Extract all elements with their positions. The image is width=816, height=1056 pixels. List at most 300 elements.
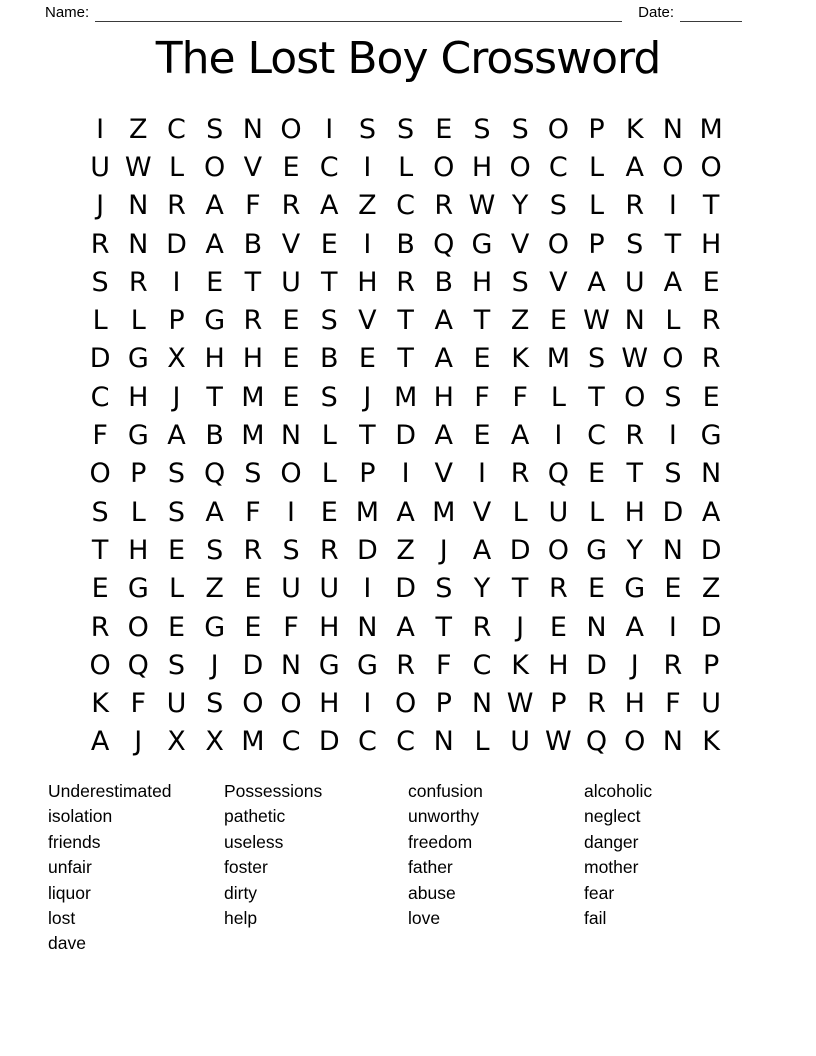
grid-letter: N	[357, 611, 378, 643]
grid-letter: E	[549, 305, 567, 337]
grid-letter: O	[242, 688, 264, 720]
grid-letter: N	[700, 458, 722, 490]
grid-letter: S	[511, 113, 529, 145]
word-search-grid	[81, 110, 730, 761]
grid-letter: N	[128, 228, 149, 260]
grid-letter: R	[587, 688, 606, 720]
grid-letter: P	[168, 305, 185, 337]
grid-letter: C	[587, 420, 606, 452]
grid-letter: S	[282, 534, 300, 566]
grid-letter: W	[583, 305, 610, 337]
grid-letter: L	[321, 458, 337, 490]
grid-letter: F	[665, 688, 681, 720]
word-list-item: confusion	[408, 781, 483, 801]
grid-letter: W	[621, 343, 649, 375]
grid-letter: I	[668, 420, 677, 452]
name-label: Name:	[45, 4, 90, 21]
grid-letter: O	[433, 151, 455, 183]
grid-letter: A	[472, 534, 492, 566]
grid-letter: U	[319, 573, 340, 605]
grid-letter: P	[702, 649, 720, 681]
grid-letter: V	[243, 151, 263, 183]
grid-letter: S	[358, 113, 376, 145]
grid-letter: B	[434, 266, 454, 298]
grid-letter: I	[554, 420, 563, 452]
grid-letter: E	[435, 113, 453, 145]
grid-letter: D	[395, 573, 416, 605]
grid-letter: V	[358, 305, 377, 337]
grid-letter: E	[282, 343, 300, 375]
grid-letter: S	[587, 343, 606, 375]
grid-letter: F	[245, 496, 261, 528]
grid-letter: E	[549, 611, 567, 643]
grid-letter: N	[662, 113, 683, 145]
grid-letter: S	[206, 534, 224, 566]
grid-letter: N	[662, 534, 683, 566]
grid-letter: H	[319, 611, 340, 643]
grid-letter: A	[90, 726, 110, 758]
word-list-column-3	[408, 779, 483, 931]
word-list-item: friends	[48, 831, 101, 852]
grid-letter: V	[472, 496, 492, 528]
grid-letter: C	[90, 381, 110, 413]
grid-letter: A	[510, 420, 530, 452]
grid-letter: R	[396, 266, 415, 298]
grid-letter: F	[130, 688, 147, 720]
word-list-item: Underestimated	[48, 781, 172, 801]
grid-letter: T	[244, 266, 262, 298]
grid-letter: N	[280, 420, 302, 452]
grid-letter: J	[439, 534, 448, 566]
grid-letter: U	[281, 266, 301, 298]
name-blank-line	[95, 5, 622, 22]
grid-letter: C	[281, 726, 301, 758]
grid-letter: R	[548, 573, 568, 605]
word-list-item: foster	[224, 857, 268, 878]
grid-letter: R	[625, 190, 645, 222]
grid-letter: T	[511, 573, 529, 605]
grid-letter: M	[393, 381, 418, 413]
grid-letter: E	[473, 420, 491, 452]
grid-letter: R	[319, 534, 339, 566]
grid-letter: A	[701, 496, 721, 528]
grid-letter: I	[325, 113, 334, 145]
grid-letter: O	[394, 688, 417, 720]
grid-letter: B	[396, 228, 415, 260]
grid-letter: C	[396, 726, 416, 758]
grid-letter: U	[701, 688, 721, 720]
grid-letter: D	[700, 534, 722, 566]
grid-letter: G	[624, 573, 646, 605]
grid-letter: S	[320, 381, 338, 413]
grid-letter: X	[205, 726, 224, 758]
grid-letter: D	[700, 611, 722, 643]
grid-letter: T	[626, 458, 643, 490]
grid-letter: I	[363, 151, 372, 183]
grid-letter: C	[396, 190, 416, 222]
grid-letter: A	[205, 228, 224, 260]
grid-letter: N	[586, 611, 607, 643]
grid-letter: R	[128, 266, 148, 298]
grid-letter: I	[477, 458, 486, 490]
grid-letter: K	[702, 726, 720, 758]
grid-letter: I	[287, 496, 296, 528]
grid-letter: S	[91, 266, 109, 298]
grid-letter: Z	[701, 573, 721, 605]
grid-letter: R	[701, 343, 721, 375]
word-list-item: danger	[584, 831, 639, 852]
grid-letter: S	[511, 266, 529, 298]
grid-letter: L	[168, 151, 184, 183]
grid-letter: O	[280, 458, 302, 490]
grid-letter: R	[243, 305, 263, 337]
grid-letter: O	[89, 458, 111, 490]
word-list-item: mother	[584, 857, 639, 878]
grid-letter: P	[130, 458, 147, 490]
grid-letter: L	[589, 190, 605, 222]
grid-letter: E	[702, 266, 720, 298]
grid-letter: D	[357, 534, 378, 566]
grid-letter: S	[206, 688, 224, 720]
grid-letter: S	[244, 458, 262, 490]
grid-letter: I	[363, 228, 372, 260]
grid-letter: S	[167, 458, 186, 490]
grid-letter: Q	[433, 228, 455, 260]
grid-letter: F	[245, 190, 261, 222]
grid-letter: Q	[127, 649, 149, 681]
grid-letter: H	[128, 534, 149, 566]
grid-letter: E	[206, 266, 224, 298]
grid-letter: E	[282, 305, 300, 337]
grid-letter: R	[90, 611, 110, 643]
grid-letter: E	[244, 611, 262, 643]
grid-letter: H	[433, 381, 454, 413]
word-list-item: dave	[48, 933, 86, 954]
grid-letter: O	[662, 151, 684, 183]
grid-letter: S	[320, 305, 338, 337]
word-list-item: love	[408, 908, 441, 929]
grid-letter: T	[359, 420, 376, 452]
grid-letter: E	[588, 458, 606, 490]
grid-letter: E	[167, 611, 185, 643]
grid-letter: I	[401, 458, 410, 490]
grid-letter: J	[172, 381, 181, 413]
grid-letter: Q	[204, 458, 226, 490]
grid-letter: A	[396, 496, 415, 528]
grid-letter: L	[512, 496, 528, 528]
grid-letter: R	[167, 190, 186, 222]
grid-letter: B	[319, 343, 339, 375]
grid-letter: R	[701, 305, 721, 337]
word-list-column-4	[584, 779, 652, 931]
grid-letter: D	[242, 649, 264, 681]
grid-letter: U	[90, 151, 110, 183]
word-list-item: Possessions	[224, 781, 323, 801]
grid-letter: E	[320, 496, 338, 528]
grid-letter: Q	[585, 726, 608, 758]
grid-letter: E	[167, 534, 185, 566]
grid-letter: T	[397, 343, 414, 375]
grid-letter: J	[96, 190, 105, 222]
grid-letter: W	[544, 726, 572, 758]
word-list-item: alcoholic	[584, 781, 653, 801]
grid-letter: G	[471, 228, 493, 260]
grid-letter: C	[319, 151, 339, 183]
grid-letter: L	[589, 496, 605, 528]
grid-letter: C	[357, 726, 377, 758]
grid-letter: H	[624, 496, 645, 528]
grid-letter: H	[357, 266, 378, 298]
grid-letter: N	[128, 190, 149, 222]
grid-letter: H	[471, 266, 493, 298]
grid-letter: F	[512, 381, 528, 413]
grid-letter: R	[625, 420, 645, 452]
grid-letter: E	[282, 151, 300, 183]
grid-letter: L	[130, 496, 146, 528]
grid-letter: T	[91, 534, 109, 566]
grid-letter: S	[167, 649, 186, 681]
grid-letter: J	[630, 649, 639, 681]
grid-letter: C	[472, 649, 492, 681]
grid-letter: E	[282, 381, 300, 413]
word-list-item: useless	[224, 831, 284, 852]
grid-letter: N	[280, 649, 302, 681]
word-list-item: neglect	[584, 806, 641, 827]
grid-letter: H	[242, 343, 263, 375]
grid-letter: T	[206, 381, 223, 413]
grid-letter: U	[166, 688, 187, 720]
grid-letter: A	[663, 266, 683, 298]
grid-letter: E	[91, 573, 109, 605]
grid-letter: H	[624, 688, 645, 720]
grid-letter: O	[700, 151, 722, 183]
page-title: The Lost Boy Crossword	[155, 33, 661, 84]
grid-letter: A	[434, 420, 454, 452]
grid-letter: K	[625, 113, 644, 145]
grid-letter: D	[89, 343, 111, 375]
grid-letter: O	[624, 726, 646, 758]
grid-letter: G	[204, 611, 226, 643]
grid-letter: I	[172, 266, 181, 298]
grid-letter: L	[474, 726, 490, 758]
grid-letter: J	[516, 611, 525, 643]
word-list-item: freedom	[408, 831, 473, 852]
grid-letter: V	[281, 228, 301, 260]
grid-letter: I	[668, 611, 677, 643]
grid-letter: V	[434, 458, 454, 490]
grid-letter: C	[548, 151, 568, 183]
grid-letter: E	[588, 573, 606, 605]
grid-letter: H	[471, 151, 493, 183]
grid-letter: N	[433, 726, 454, 758]
grid-letter: I	[668, 190, 677, 222]
grid-letter: S	[664, 381, 682, 413]
grid-letter: D	[662, 496, 684, 528]
grid-letter: M	[699, 113, 723, 145]
grid-letter: S	[435, 573, 453, 605]
grid-letter: R	[663, 649, 683, 681]
grid-letter: A	[205, 190, 224, 222]
grid-letter: C	[167, 113, 186, 145]
grid-letter: G	[127, 573, 149, 605]
grid-letter: M	[241, 420, 265, 452]
date-label: Date:	[638, 4, 674, 21]
grid-letter: D	[395, 420, 416, 452]
grid-letter: H	[204, 343, 225, 375]
grid-letter: F	[474, 381, 490, 413]
grid-letter: G	[127, 343, 149, 375]
grid-letter: L	[665, 305, 681, 337]
grid-letter: L	[550, 381, 566, 413]
grid-letter: H	[128, 381, 149, 413]
grid-letter: O	[547, 228, 569, 260]
word-list-column-1	[48, 779, 172, 957]
word-list-item: abuse	[408, 882, 456, 903]
grid-letter: F	[92, 420, 108, 452]
grid-letter: N	[662, 726, 683, 758]
grid-letter: R	[472, 611, 492, 643]
grid-letter: S	[91, 496, 109, 528]
grid-letter: U	[281, 573, 301, 605]
grid-letter: P	[359, 458, 376, 490]
grid-letter: D	[318, 726, 340, 758]
grid-letter: N	[242, 113, 263, 145]
grid-letter: O	[547, 534, 569, 566]
grid-letter: S	[473, 113, 491, 145]
grid-letter: G	[356, 649, 378, 681]
grid-letter: V	[549, 266, 568, 298]
grid-letter: Z	[205, 573, 224, 605]
grid-letter: A	[625, 611, 644, 643]
word-list-item: unworthy	[408, 806, 480, 827]
grid-letter: Y	[473, 573, 491, 605]
grid-letter: I	[96, 113, 105, 145]
grid-letter: J	[363, 381, 372, 413]
grid-letter: F	[436, 649, 452, 681]
grid-letter: L	[589, 151, 605, 183]
grid-letter: S	[549, 190, 567, 222]
grid-letter: G	[586, 534, 607, 566]
grid-letter: A	[587, 266, 606, 298]
grid-letter: B	[205, 420, 224, 452]
grid-letter: T	[320, 266, 338, 298]
grid-letter: U	[624, 266, 645, 298]
grid-letter: K	[511, 343, 530, 375]
grid-letter: E	[244, 573, 262, 605]
grid-letter: A	[319, 190, 339, 222]
grid-letter: D	[166, 228, 187, 260]
grid-letter: L	[168, 573, 184, 605]
grid-letter: K	[511, 649, 530, 681]
grid-letter: A	[434, 343, 454, 375]
grid-letter: O	[280, 113, 302, 145]
grid-letter: L	[92, 305, 108, 337]
grid-letter: K	[91, 688, 109, 720]
grid-letter: P	[550, 688, 567, 720]
grid-letter: E	[473, 343, 491, 375]
grid-letter: G	[204, 305, 226, 337]
grid-letter: H	[548, 649, 569, 681]
grid-letter: J	[210, 649, 219, 681]
grid-letter: O	[547, 113, 569, 145]
word-list-column-2	[224, 779, 322, 931]
grid-letter: W	[506, 688, 534, 720]
grid-letter: D	[509, 534, 531, 566]
word-list-item: liquor	[48, 882, 91, 903]
grid-letter: S	[626, 228, 644, 260]
grid-letter: R	[434, 190, 454, 222]
grid-letter: M	[546, 343, 570, 375]
grid-letter: R	[243, 534, 263, 566]
grid-letter: G	[318, 649, 340, 681]
grid-letter: N	[471, 688, 493, 720]
grid-letter: M	[241, 381, 265, 413]
word-list-item: unfair	[48, 857, 92, 878]
grid-letter: E	[664, 573, 682, 605]
grid-letter: Z	[396, 534, 415, 566]
grid-letter: E	[320, 228, 338, 260]
grid-letter: T	[473, 305, 491, 337]
grid-letter: T	[702, 190, 720, 222]
grid-letter: P	[435, 688, 452, 720]
grid-letter: H	[700, 228, 722, 260]
grid-letter: Z	[358, 190, 377, 222]
grid-letter: Z	[510, 305, 530, 337]
grid-letter: O	[662, 343, 684, 375]
grid-letter: L	[321, 420, 337, 452]
grid-letter: O	[89, 649, 111, 681]
date-blank-line	[680, 5, 742, 22]
word-list-item: lost	[48, 908, 76, 929]
grid-letter: F	[283, 611, 299, 643]
grid-letter: S	[167, 496, 186, 528]
grid-letter: O	[624, 381, 646, 413]
grid-letter: D	[586, 649, 607, 681]
grid-letter: R	[396, 649, 415, 681]
grid-letter: H	[319, 688, 340, 720]
grid-letter: S	[664, 458, 682, 490]
grid-letter: Z	[129, 113, 148, 145]
header	[45, 0, 742, 22]
grid-letter: A	[205, 496, 224, 528]
grid-letter: L	[130, 305, 146, 337]
grid-letter: P	[588, 113, 605, 145]
grid-letter: U	[548, 496, 569, 528]
grid-letter: W	[124, 151, 152, 183]
grid-letter: R	[281, 190, 301, 222]
grid-letter: O	[127, 611, 149, 643]
word-list-item: help	[224, 908, 258, 929]
grid-letter: I	[363, 688, 372, 720]
grid-letter: U	[510, 726, 531, 758]
grid-letter: R	[90, 228, 110, 260]
grid-letter: T	[664, 228, 682, 260]
grid-letter: S	[397, 113, 415, 145]
grid-letter: W	[468, 190, 496, 222]
grid-letter: A	[625, 151, 644, 183]
word-list-item: fail	[584, 908, 607, 929]
grid-letter: N	[624, 305, 645, 337]
grid-letter: T	[588, 381, 605, 413]
grid-letter: G	[127, 420, 149, 452]
grid-letter: G	[700, 420, 722, 452]
grid-letter: M	[355, 496, 380, 528]
grid-letter: Y	[511, 190, 529, 222]
grid-letter: Y	[626, 534, 643, 566]
grid-letter: R	[510, 458, 530, 490]
grid-letter: I	[363, 573, 372, 605]
grid-letter: O	[204, 151, 226, 183]
